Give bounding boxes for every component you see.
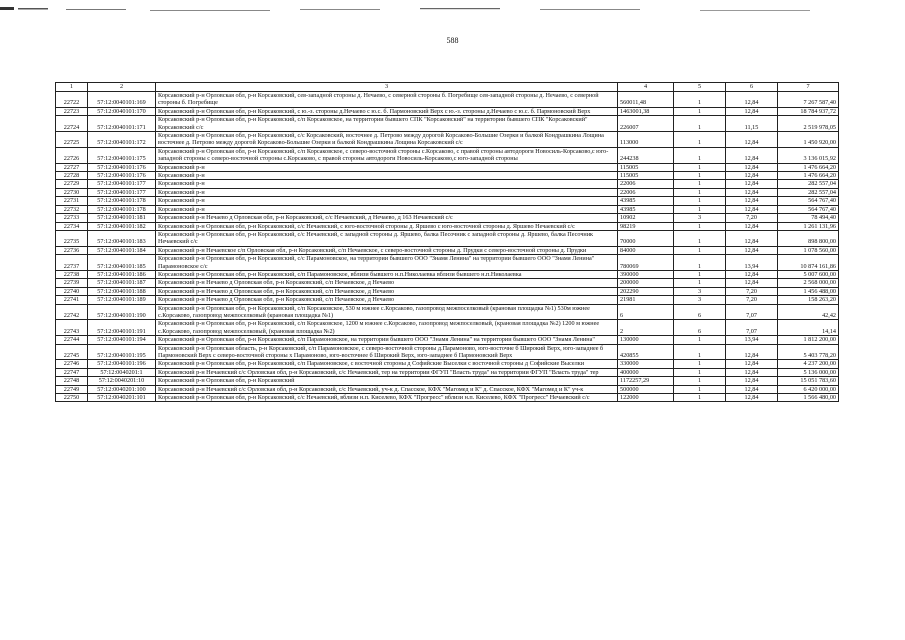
area-value: 560011,48 [618,92,674,108]
category-code: 3 [674,214,726,222]
row-number: 22726 [56,147,88,163]
land-description: Корсаковский р-н Орловская обл, р-н Корсаковский, с/с Нечаевский, с юго-восточной стороны д. Яршево с юго-восточной стороны д. Яршево Нечаевский с/с [156,222,618,230]
area-value: 1463001,38 [618,107,674,115]
table-row [56,147,839,163]
land-description: Корсаковский р-н Нечаево д Орловская обл, р-н Корсаковский, с/п Нечаевское, д Нечаево [156,296,618,304]
table-row [56,304,839,320]
cadastral-number: 57:12:0040101:182 [88,222,156,230]
rate-value: 7,20 [726,296,778,304]
area-value: 10902 [618,214,674,222]
cadastral-value: 42,42 [778,304,839,320]
column-header: 1 [56,83,88,92]
area-value: 122000 [618,394,674,402]
row-number: 22741 [56,296,88,304]
category-code: 1 [674,172,726,180]
cadastral-number: 57:12:0040101:178 [88,197,156,205]
cadastral-number: 57:12:0040101:188 [88,287,156,295]
land-description: Корсаковский р-н [156,180,618,188]
land-description: Корсаковский р-н Нечаево д Орловская обл, р-н Корсаковский, с/п Нечаевское, д Нечаево [156,279,618,287]
land-description: Корсаковский р-н Нечаевский с/с Орловская обл, р-н Корсаковский, с/с Нечаевский, уч-к д. Спасское, КФХ "Магомед и К" д. Спасское, КФХ "Магомед и К" уч-к [156,385,618,393]
land-description: Корсаковский р-н Нечаевский с/с Орловская обл, р-н Корсаковский, с/с Нечаевский, тер на территории ФГУП "Власть труда" на территории ФГУП "Власть труда" тер [156,368,618,376]
cadastral-number: 57:12:0040101:184 [88,246,156,254]
row-number: 22729 [56,180,88,188]
area-value: 200000 [618,279,674,287]
area-value: 780069 [618,255,674,271]
area-value: 330000 [618,360,674,368]
cadastral-number: 57:12:0040101:191 [88,320,156,336]
land-description: Корсаковский р-н [156,205,618,213]
cadastral-value: 1 566 480,00 [778,394,839,402]
cadastral-value: 1 476 664,20 [778,163,839,171]
area-value: 21981 [618,296,674,304]
row-number: 22744 [56,336,88,344]
cadastral-value: 5 136 000,00 [778,368,839,376]
rate-value: 12,84 [726,368,778,376]
table-row [56,205,839,213]
rate-value: 12,84 [726,270,778,278]
land-description: Корсаковский р-н Орловская обл, р-н Корсаковский, с/с Корсаковский, восточнее д. Петрово между дорогой Корсаково-Большие Озерки и балкой Кондрашкина Лощина восточнее д. Петрово между дорогой Корсаково-Большие Озерки и балкой Кондрашкина Лощина Корсаковский с/с [156,132,618,148]
row-number: 22749 [56,385,88,393]
table-row [56,92,839,108]
table-row [56,270,839,278]
land-description: Корсаковский р-н [156,188,618,196]
table-body [56,92,839,402]
cadastral-number: 57:12:0040101:189 [88,296,156,304]
table-row [56,360,839,368]
land-description: Корсаковский р-н Орловская обл, р-н Корсаковский, с/п Корсаковское, 530 м южнее с.Корсаково, газопровод межпоселковый (крановая площадка №1) 530м южнее с.Корсаково, газопровод межпоселковый (крановая площадка №1) [156,304,618,320]
cadastral-value: 898 800,00 [778,230,839,246]
cadastral-number: 57:12:0040201:10 [88,377,156,385]
column-header: 4 [618,83,674,92]
cadastral-value: 2 568 000,00 [778,279,839,287]
rate-value: 12,84 [726,385,778,393]
cadastral-number: 57:12:0040101:175 [88,147,156,163]
row-number: 22743 [56,320,88,336]
area-value: 22006 [618,188,674,196]
category-code: 1 [674,368,726,376]
row-number: 22728 [56,172,88,180]
table-row [56,385,839,393]
area-value: 22006 [618,180,674,188]
table-row [56,188,839,196]
category-code: 1 [674,107,726,115]
cadastral-number: 57:12:0040101:176 [88,172,156,180]
category-code: 1 [674,188,726,196]
area-value: 202290 [618,287,674,295]
rate-value: 12,84 [726,92,778,108]
row-number: 22734 [56,222,88,230]
area-value: 390000 [618,270,674,278]
area-value: 2 [618,320,674,336]
row-number: 22725 [56,132,88,148]
cadastral-value: 4 237 200,00 [778,360,839,368]
row-number: 22730 [56,188,88,196]
category-code: 1 [674,116,726,132]
row-number: 22748 [56,377,88,385]
cadastral-value: 1 456 488,00 [778,287,839,295]
category-code: 1 [674,336,726,344]
area-value: 420855 [618,344,674,360]
cadastral-value: 7 267 587,40 [778,92,839,108]
land-description: Корсаковский р-н Орловская обл, р-н Корсаковский, с/с Парамоновское, на территории бывшего ООО "Знамя Ленина" на территории бывшего ООО "Знамя Ленина" Парамоновское с/с [156,255,618,271]
rate-value: 12,84 [726,180,778,188]
table-row [56,222,839,230]
category-code: 1 [674,92,726,108]
area-value: 400000 [618,368,674,376]
land-description: Корсаковский р-н Орловская область, р-н Корсаковский, с/п Парамоновское, с северо-восточной стороны д.Парамоново, юго-восточне б Широкий Верх, юго-западнее б Пармоновский Верх с северо-восточной стороны х Парамоново, юго-восточнее б Широкий Верх, юго-западнее б Пармоновский Верх [156,344,618,360]
land-description: Корсаковский р-н Орловская обл, р-н Корсаковский, с/с Нечаевский, с западной стороны д. Яршево, балка Песочник с западной стороны д. Яршево, балка Песочник Нечаевский с/с [156,230,618,246]
cadastral-number: 57:12:0040101:178 [88,205,156,213]
table-row [56,180,839,188]
land-description: Корсаковский р-н Нечаевское с/п Орловская обл, р-н Корсаковский, с/п Нечаевское, с северо-восточной стороны д. Прудки с северо-восточной стороны д. Прудки [156,246,618,254]
area-value: 43985 [618,205,674,213]
land-description: Корсаковский р-н Орловская обл, р-н Корсаковский, с/п Парамоновское, с восточной стороны д Софийские Выселки с восточной стороны д Софийские Выселки [156,360,618,368]
row-number: 22727 [56,163,88,171]
rate-value: 13,94 [726,336,778,344]
row-number: 22742 [56,304,88,320]
cadastral-value: 15 051 783,60 [778,377,839,385]
area-value: 113000 [618,132,674,148]
cadastral-number: 57:12:0040201:101 [88,394,156,402]
row-number: 22736 [56,246,88,254]
cadastral-number: 57:12:0040101:185 [88,255,156,271]
rate-value: 12,84 [726,107,778,115]
category-code: 1 [674,246,726,254]
rate-value: 12,84 [726,230,778,246]
category-code: 3 [674,287,726,295]
cadastral-value: 1 078 560,00 [778,246,839,254]
row-number: 22735 [56,230,88,246]
area-value: 115005 [618,163,674,171]
rate-value: 12,84 [726,222,778,230]
category-code: 1 [674,180,726,188]
rate-value: 12,84 [726,147,778,163]
table-row [56,197,839,205]
category-code: 3 [674,296,726,304]
cadastral-value: 5 403 778,20 [778,344,839,360]
category-code: 1 [674,360,726,368]
row-number: 22731 [56,197,88,205]
rate-value: 11,15 [726,116,778,132]
category-code: 1 [674,394,726,402]
table-row [56,368,839,376]
rate-value: 12,84 [726,172,778,180]
cadastral-number: 57:12:0040201:100 [88,385,156,393]
cadastral-number: 57:12:0040101:177 [88,180,156,188]
category-code: 1 [674,344,726,360]
category-code: 1 [674,205,726,213]
row-number: 22739 [56,279,88,287]
rate-value: 12,84 [726,205,778,213]
header-row [56,83,839,92]
area-value: 115005 [618,172,674,180]
area-value: 6 [618,304,674,320]
cadastral-value: 5 007 600,00 [778,270,839,278]
category-code: 1 [674,230,726,246]
cadastral-number: 57:12:0040101:194 [88,336,156,344]
table-row [56,336,839,344]
cadastral-value: 1 261 131,96 [778,222,839,230]
column-header: 7 [778,83,839,92]
land-description: Корсаковский р-н Орловская обл, р-н Корсаковский, с/п Корсаковское, с северо-восточной стороны с.Корсаково, с правой стороны автодороги Новосиль-Корсаково,с юго-западной стороны с северо-восточной стороны с.Корсаково, с правой стороны автодороги Новосиль-Корсаково,с юго-западной стороны [156,147,618,163]
rate-value: 12,84 [726,394,778,402]
table-row [56,107,839,115]
category-code: 1 [674,147,726,163]
cadastral-number: 57:12:0040201:1 [88,368,156,376]
area-value: 500000 [618,385,674,393]
cadastral-number: 57:12:0040101:177 [88,188,156,196]
cadastral-number: 57:12:0040101:187 [88,279,156,287]
table-row [56,255,839,271]
table-row [56,116,839,132]
area-value: 70000 [618,230,674,246]
page-number: 588 [446,36,459,45]
cadastral-value: 78 494,40 [778,214,839,222]
area-value: 226007 [618,116,674,132]
cadastral-value: 14,14 [778,320,839,336]
cadastral-value: 1 812 200,00 [778,336,839,344]
table-row [56,214,839,222]
land-description: Корсаковский р-н [156,197,618,205]
row-number: 22745 [56,344,88,360]
land-description: Корсаковский р-н Орловская обл, р-н Корсаковский, с/п Парамоновское, вблизи бывшего н.п.Николаевка вблизи бывшего н.п.Николаевка [156,270,618,278]
category-code: 6 [674,320,726,336]
land-description: Корсаковский р-н [156,163,618,171]
rate-value: 12,84 [726,279,778,287]
rate-value: 12,84 [726,163,778,171]
row-number: 22737 [56,255,88,271]
table-row [56,246,839,254]
cadastral-value: 18 784 937,72 [778,107,839,115]
land-description: Корсаковский р-н Нечаево д Орловская обл, р-н Корсаковский, с/п Нечаевское, д Нечаево [156,287,618,295]
rate-value: 7,20 [726,214,778,222]
table-row [56,230,839,246]
rate-value: 12,84 [726,246,778,254]
cadastral-value: 282 557,04 [778,188,839,196]
category-code: 1 [674,270,726,278]
column-header: 5 [674,83,726,92]
rate-value: 7,07 [726,304,778,320]
row-number: 22740 [56,287,88,295]
cadastral-number: 57:12:0040101:171 [88,116,156,132]
row-number: 22746 [56,360,88,368]
cadastral-value: 1 476 664,20 [778,172,839,180]
table-row [56,394,839,402]
land-description: Корсаковский р-н Орловская обл, р-н Корсаковский, с ю.-з. стороны д.Нечаево с ю.с. б. Пармоновский Верх с ю.-з. стороны д.Нечаево с ю.с. б. Пармоновский Верх [156,107,618,115]
column-header: 2 [88,83,156,92]
land-description: Корсаковский р-н Орловская обл, р-н Корсаковский, с/п Корсаковское, на территории бывшего СПК "Корсаковский" на территории бывшего СПК "Корсаковский" Корсаковский с/с [156,116,618,132]
column-header: 6 [726,83,778,92]
category-code: 1 [674,385,726,393]
category-code: 6 [674,304,726,320]
table-row [56,296,839,304]
land-description: Корсаковский р-н Нечаево д Орловская обл, р-н Корсаковский, с/с Нечаевский, д Нечаево, д 163 Нечаевский с/с [156,214,618,222]
rate-value: 7,20 [726,287,778,295]
rate-value: 12,84 [726,377,778,385]
land-register-table [55,82,839,402]
land-description: Корсаковский р-н Орловская обл, р-н Корсаковский [156,377,618,385]
scan-artifact-header [0,4,905,18]
land-description: Корсаковский р-н Орловская обл, р-н Корсаковский, с/с Нечаевский, вблизи н.п. Киселево, КФХ "Прогресс" вблизи н.п. Киселево, КФХ "Прогресс" Нечаевский с/с [156,394,618,402]
category-code: 1 [674,163,726,171]
cadastral-number: 57:12:0040101:195 [88,344,156,360]
category-code: 1 [674,197,726,205]
rate-value: 7,07 [726,320,778,336]
cadastral-value: 3 136 015,92 [778,147,839,163]
rate-value: 12,84 [726,344,778,360]
cadastral-value: 158 263,20 [778,296,839,304]
cadastral-value: 282 557,04 [778,180,839,188]
land-description: Корсаковский р-н Орловская обл, р-н Корсаковский, с/п Корсаковское, 1200 м южнее с.Корсаково, газопровод межпоселковый, (крановая площадка №2) 1200 м южнее с.Корсаково, газопровод межпоселковый, (крановая площадка №2) [156,320,618,336]
row-number: 22733 [56,214,88,222]
table-row [56,172,839,180]
row-number: 22723 [56,107,88,115]
cadastral-value: 10 874 161,86 [778,255,839,271]
cadastral-number: 57:12:0040101:196 [88,360,156,368]
area-value: 43985 [618,197,674,205]
category-code: 1 [674,132,726,148]
cadastral-number: 57:12:0040101:176 [88,163,156,171]
area-value: 84000 [618,246,674,254]
cadastral-value: 2 519 978,05 [778,116,839,132]
category-code: 1 [674,222,726,230]
cadastral-value: 1 450 920,00 [778,132,839,148]
row-number: 22722 [56,92,88,108]
table-row [56,287,839,295]
row-number: 22750 [56,394,88,402]
row-number: 22732 [56,205,88,213]
cadastral-number: 57:12:0040101:190 [88,304,156,320]
cadastral-number: 57:12:0040101:172 [88,132,156,148]
land-description: Корсаковский р-н Орловская обл, р-н Корсаковский, сев-западной стороны д. Нечаево, с северной стороны б. Погребище сев-западной стороны д. Нечаево, с северной стороны б. Погребище [156,92,618,108]
cadastral-number: 57:12:0040101:186 [88,270,156,278]
cadastral-number: 57:12:0040101:181 [88,214,156,222]
cadastral-number: 57:12:0040101:169 [88,92,156,108]
land-description: Корсаковский р-н [156,172,618,180]
row-number: 22747 [56,368,88,376]
category-code: 1 [674,255,726,271]
rate-value: 12,84 [726,132,778,148]
category-code: 1 [674,279,726,287]
cadastral-value: 564 767,40 [778,197,839,205]
cadastral-value: 564 767,40 [778,205,839,213]
cadastral-value: 6 420 000,00 [778,385,839,393]
cadastral-number: 57:12:0040101:170 [88,107,156,115]
table-row [56,344,839,360]
column-header: 3 [156,83,618,92]
table-row [56,279,839,287]
row-number: 22738 [56,270,88,278]
rate-value: 12,84 [726,360,778,368]
land-description: Корсаковский р-н Орловская обл, р-н Корсаковский, с/п Парамоновское, на территории бывшего ООО "Знамя Ленина" на территории бывшего ООО "Знамя Ленина" [156,336,618,344]
rate-value: 12,84 [726,188,778,196]
category-code: 1 [674,377,726,385]
area-value: 130000 [618,336,674,344]
table-row [56,163,839,171]
table-row [56,377,839,385]
table-row [56,132,839,148]
area-value: 98219 [618,222,674,230]
rate-value: 13,94 [726,255,778,271]
cadastral-number: 57:12:0040101:183 [88,230,156,246]
area-value: 1172257,29 [618,377,674,385]
row-number: 22724 [56,116,88,132]
table-row [56,320,839,336]
rate-value: 12,84 [726,197,778,205]
area-value: 244238 [618,147,674,163]
